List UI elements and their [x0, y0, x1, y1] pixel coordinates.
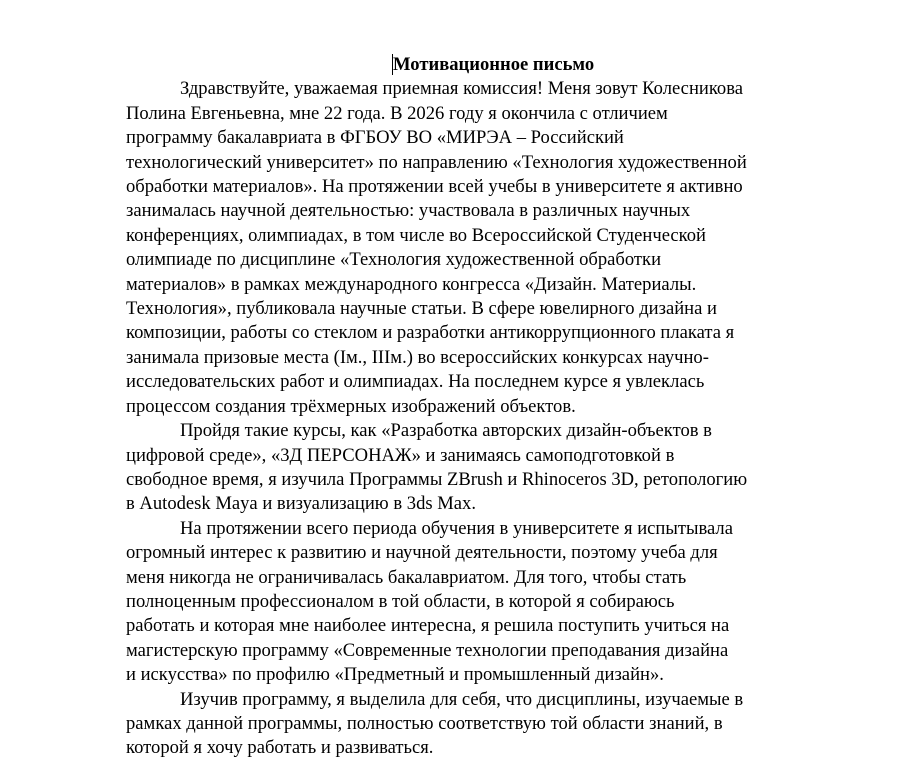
text-line: рамках данной программы, полностью соответствую той области знаний, в [126, 712, 723, 734]
text-line: меня никогда не ограничивалась бакалавриатом. Для того, чтобы стать [126, 566, 687, 588]
text-line: Пройдя такие курсы, как «Разработка авторских дизайн-объектов в [180, 420, 712, 442]
text-line: цифровой среде», «3Д ПЕРСОНАЖ» и занимаясь самоподготовкой в [126, 444, 675, 466]
text-line: Здравствуйте, уважаемая приемная комиссия! Меня зовут Колесникова [180, 78, 744, 100]
text-line: обработки материалов». На протяжении всей учебы в университете я активно [126, 176, 743, 198]
text-line: конференциях, олимпиадах, в том числе во Всероссийской Студенческой [126, 224, 707, 246]
text-line: Полина Евгеньевна, мне 22 года. В 2026 году я окончила с отличием [126, 102, 668, 124]
paragraph-2 [126, 419, 846, 517]
document-title [126, 53, 846, 77]
text-line: Технология», публиковала научные статьи. В сфере ювелирного дизайна и [126, 298, 717, 320]
text-line: На протяжении всего периода обучения в университете я испытывала [180, 517, 733, 539]
paragraph-4 [126, 688, 846, 761]
text-line: программу бакалавриата в ФГБОУ ВО «МИРЭА – Российский [126, 127, 624, 149]
text-line: занимала призовые места (Iм., IIIм.) во всероссийских конкурсах научно- [126, 346, 709, 368]
text-line: олимпиаде по дисциплине «Технология художественной обработки [126, 249, 662, 271]
text-line: работать и которая мне наиболее интересна, я решила поступить учиться на [126, 615, 730, 637]
text-line: свободное время, я изучила Программы ZBrush и Rhinoceros 3D, ретопологию [126, 468, 748, 490]
text-line: Изучив программу, я выделила для себя, что дисциплины, изучаемые в [180, 688, 744, 710]
text-line: которой я хочу работать и развиваться. [126, 737, 434, 759]
document-paragraphs [126, 77, 846, 760]
text-line: и искусства» по профилю «Предметный и промышленный дизайн». [126, 664, 664, 686]
text-line: исследовательских работ и олимпиадах. На последнем курсе я увлеклась [126, 371, 705, 393]
text-line: полноценным профессионалом в той области, в которой я собираюсь [126, 590, 675, 612]
paragraph-1 [126, 77, 846, 419]
text-line: процессом создания трёхмерных изображений объектов. [126, 395, 576, 417]
text-line: материалов» в рамках международного конгресса «Дизайн. Материалы. [126, 273, 697, 295]
text-line: композиции, работы со стеклом и разработки антикоррупционного плаката я [126, 322, 735, 344]
text-line: в Autodesk Maya и визуализацию в 3ds Max. [126, 493, 476, 515]
text-cursor [392, 54, 393, 75]
document-title-text: Мотивационное письмо [393, 54, 595, 75]
paragraph-3 [126, 517, 846, 688]
document-body[interactable] [126, 53, 846, 761]
text-line: магистерскую программу «Современные технологии преподавания дизайна [126, 639, 729, 661]
text-line: занималась научной деятельностью: участвовала в различных научных [126, 200, 691, 222]
text-line: технологический университет» по направлению «Технология художественной [126, 151, 747, 173]
text-line: огромный интерес к развитию и научной деятельности, поэтому учеба для [126, 542, 718, 564]
